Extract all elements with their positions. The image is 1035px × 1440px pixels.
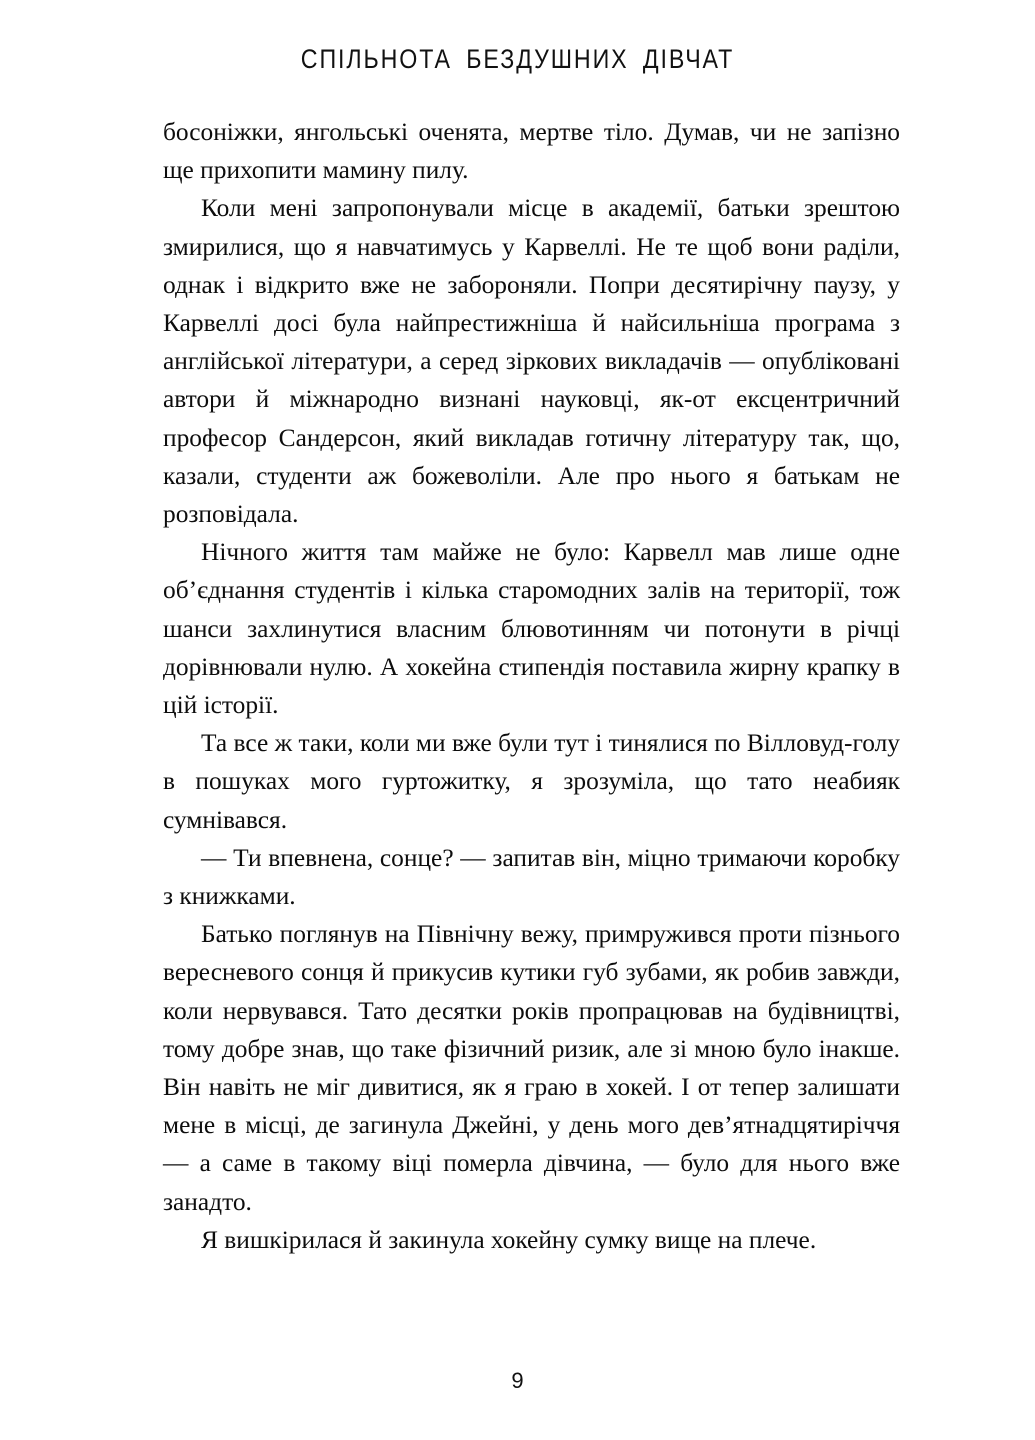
paragraph: Нічного життя там майже не було: Карвелл мав лише одне об’єднання студентів і кілька старомодних залів на території, тож шанси захлинутися власним блювотинням чи потонути в річці дорівнювали нулю. А хокейна стипендія поставила жирну крапку в цій історії. [163,538,900,720]
body-text-block [163,113,900,1259]
paragraph: Я вишкірилася й закинула хокейну сумку вище на плече. [201,1225,817,1254]
running-header-title: СПІЛЬНОТА БЕЗДУШНИХ ДІВЧАТ [300,44,735,74]
paragraph: Батько поглянув на Північну вежу, примружився проти пізнього вересневого сонця й прикусив кутики губ зубами, як робив завжди, коли нервувався. Тато десятки років пропрацював на будівництві, тому добре знав, що таке фізичний ризик, але зі мною було інакше. Він навіть не міг дивитися, як я граю в хокей. І от тепер залишати мене в місці, де загинула Джейні, у день мого дев’ятнадцятиріччя — а саме в такому віці померла дівчина, — було для нього вже занадто. [163,920,900,1216]
paragraph: Та все ж таки, коли ми вже були тут і тинялися по Вілловуд-голу в пошуках мого гуртожитку, я зрозуміла, що тато неабияк сумнівався. [163,729,900,834]
paragraph: босоніжки, янгольські оченята, мертве тіло. Думав, чи не запізно ще прихопити мамину пилу. [163,118,900,185]
paragraph: Коли мені запропонували місце в академії, батьки зрештою змирилися, що я навчатимусь у Карвеллі. Не те щоб вони раділи, однак і відкрито вже не забороняли. Попри десятирічну паузу, у Карвеллі досі була найпрестижніша й найсильніша програма з англійської літератури, а серед зіркових викладачів — опубліковані автори й міжнародно визнані науковці, як-от ексцентричний професор Сандерсон, який викладав готичну літературу так, що, казали, студенти аж божеволіли. Але про нього я батькам не розповідала. [163,194,900,529]
page-number: 9 [511,1368,524,1393]
paragraph: — Ти впевнена, сонце? — запитав він, міцно тримаючи коробку з книжками. [163,843,900,911]
